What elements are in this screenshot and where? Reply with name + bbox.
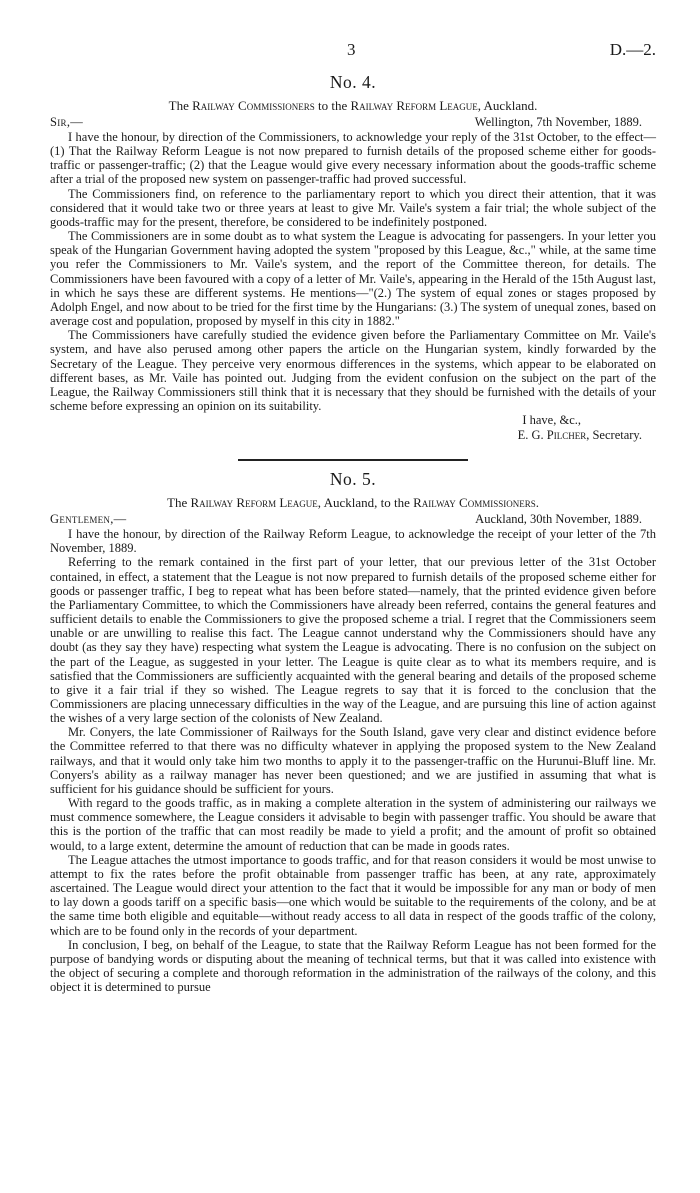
- title-tail: .: [535, 495, 539, 511]
- paragraph: I have the honour, by direction of the Railway Reform League, to acknowledge the receipt of your letter of the 7th November, 1889.: [50, 527, 656, 556]
- signature-initials: E. G.: [517, 428, 544, 443]
- paragraph: The Commissioners are in some doubt as to what system the League is advocating for passengers. In your letter you speak of the Hungarian Government having adopted the system "proposed by this League, &c.," while, at the same time you refer the Commissioners to Mr. Vaile's system, and the report of the Committee thereon, for details. The Commissioners have been favoured with a copy of a letter of Mr. Vaile's, appearing in the Herald of the 15th August last, in which he says these are different systems. He mentions—"(2.) The system of equal zones or stages proposed by Adolph Engel, and now about to be tried for the first time by the Hungarians: (3.) The system of unequal zones, based on average cost and population, proposed by myself in this city in 1882.": [50, 229, 656, 329]
- signature: [50, 428, 656, 443]
- title-to-word: to the: [317, 98, 348, 113]
- place-date: Wellington, 7th November, 1889.: [474, 115, 642, 129]
- title-recipient: Railway Commissioners: [413, 495, 536, 511]
- letter-4: [50, 72, 656, 443]
- title-recipient: Railway Reform League: [350, 98, 478, 113]
- signature-role: , Secretary.: [586, 428, 642, 443]
- page-number: 3: [347, 40, 356, 59]
- document-reference: D.—2.: [609, 40, 656, 59]
- letter-number: No. 5.: [329, 469, 377, 490]
- signature-name: Pilcher: [546, 428, 587, 443]
- title-sender: Railway Reform League: [190, 495, 318, 511]
- page-header: [50, 40, 656, 64]
- title-mid: , Auckland, to the: [317, 495, 410, 511]
- paragraph: With regard to the goods traffic, as in making a complete alteration in the system of administering our railways we must commence somewhere, the League considers it advisable to begin with passenger traffic. You should be aware that this is the portion of the traffic that can most readily be made to yield a profit; and the amount of profit so obtained would, to a large extent, determine the amount of reduction that can be made in goods rates.: [50, 796, 656, 853]
- letter-5: [50, 469, 656, 994]
- paragraph: Mr. Conyers, the late Commissioner of Railways for the South Island, gave very clear and distinct evidence before the Committee referred to that there was no difficulty whatever in applying the proposed system to the New Zealand railways, and that it would only take him two months to apply it to the passenger-traffic on the Hurunui-Bluff line. Mr. Conyers's ability as a railway manager has never been questioned; and we are justified in assuming that what is sufficient for his guidance should be sufficient for yours.: [50, 725, 656, 796]
- title-tail: , Auckland.: [477, 98, 538, 113]
- place-date: Auckland, 30th November, 1889.: [475, 512, 642, 527]
- paragraph: The League attaches the utmost importance to goods traffic, and for that reason considers it would be most unwise to attempt to fix the rates before the profit obtainable from passenger traffic has been, at any rate, approximately ascertained. The League would direct your attention to the fact that it would be impossible for any man or body of men to lay down a goods tariff on a specific basis—one which would be suitable to the requirements of the colony, and be at the same time both eligible and equitable—without ready access to all data in respect of the goods traffic of the colony, which are to be found only in the records of your department.: [50, 852, 656, 938]
- closing: I have, &c.,: [522, 413, 581, 428]
- letter-number: No. 4.: [329, 72, 377, 92]
- title-sender: Railway Commissioners: [192, 98, 315, 113]
- paragraph: The Commissioners find, on reference to the parliamentary report to which you direct their attention, that it was considered that it would take two or three years at least to give Mr. Vaile's system a fair trial; the whole subject of the goods-traffic may for the present, therefore, be considered to be indefinitely postponed.: [50, 186, 656, 229]
- salutation-line: [50, 512, 656, 527]
- letter-title: [50, 98, 656, 114]
- title-lead: The: [167, 495, 188, 511]
- paragraph: Referring to the remark contained in the first part of your letter, that our previous letter of the 31st October contained, in effect, a statement that the League is not now prepared to furnish details of the proposed scheme either for goods or passenger traffic, I beg to repeat what has been before stated—namely, that the printed evidence given before the Parliamentary Committee, to which the Commissioners have already been referred, contains the general features and sufficient details to enable the Commissioners to give the proposed scheme a trial. I regret that the Commissioners seem unable or are unwilling to realise this fact. The League cannot understand why the Commissioners should have any doubt (as they say they have) respecting what system the League is advocating. There is no confusion on the subject on the part of the League, as suggested in your letter. The League is quite clear as to what its members require, and is satisfied that the Commissioners are sufficiently acquainted with the general bearing and details of the proposed scheme to give it a fair trial if they so wished. The League regrets to say that it is forced to the conclusion that the Commissioners are placing unnecessary difficulties in the way of the League, and are pursuing this line of action against the wishes of a very large section of the colonists of New Zealand.: [50, 555, 656, 726]
- salutation-line: [50, 115, 656, 130]
- paragraph: The Commissioners have carefully studied the evidence given before the Parliamentary Committee on Mr. Vaile's system, and have also perused among other papers the article on the Hungarian system, kindly forwarded by the Secretary of the League. They perceive very enormous differences in the systems, which appear to be elaborated on different bases, as Mr. Vaile has pointed out. Judging from the evident confusion on the subject on the part of the League, the Railway Commissioners still think that it is necessary that they should be furnished with the details of your scheme before expressing an opinion on its suitability.: [50, 328, 656, 413]
- paragraph: In conclusion, I beg, on behalf of the League, to state that the Railway Reform League has not been formed for the purpose of bandying words or disputing about the meaning of technical terms, but that it was called into existence with the object of securing a complete and thorough reformation in the administration of the railways of the colony, and this object it is determined to pursue: [50, 937, 656, 995]
- section-divider: [238, 459, 468, 461]
- salutation: Sir,—: [50, 115, 84, 129]
- title-lead: The: [168, 98, 189, 113]
- letter-title: [50, 495, 656, 511]
- salutation: Gentlemen,—: [50, 512, 127, 527]
- paragraph: I have the honour, by direction of the Commissioners, to acknowledge your reply of the 31st October, to the effect—(1) That the Railway Reform League is not now prepared to furnish details of the proposed scheme either for goods-traffic or passenger-traffic; (2) that the League would give every necessary information about the goods-traffic scheme after a trial of the proposed new system on passenger-traffic had proved successful.: [50, 130, 656, 187]
